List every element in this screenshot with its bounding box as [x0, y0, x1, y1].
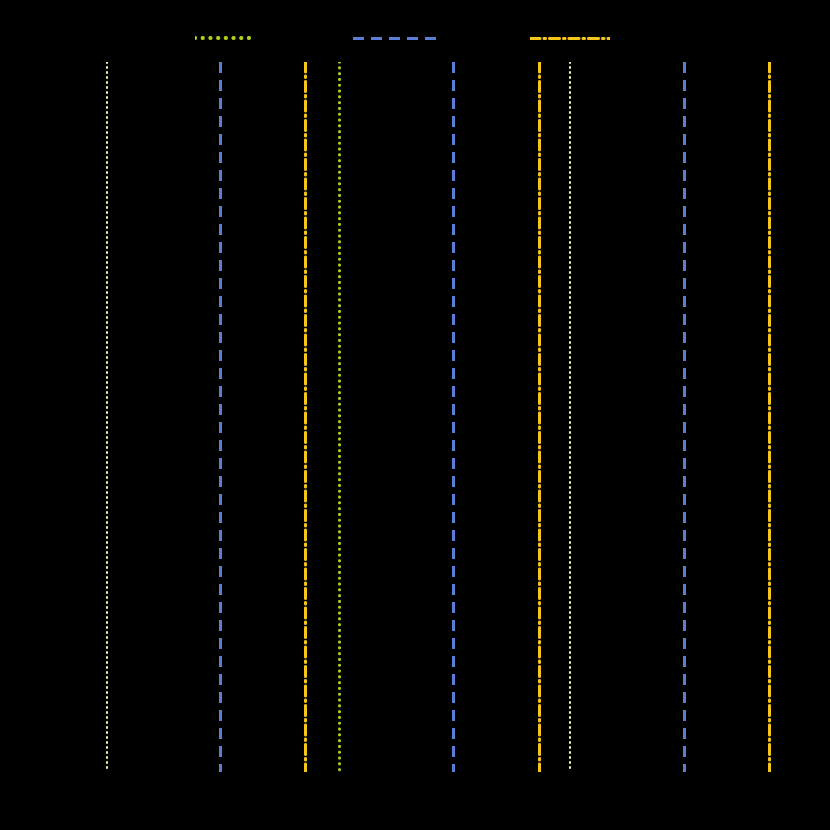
legend-swatch-2	[353, 30, 415, 50]
chart-legend	[0, 0, 830, 62]
legend-swatch-3	[530, 30, 592, 50]
chart-line-9	[766, 62, 769, 772]
chart-line-4	[336, 62, 339, 772]
chart-plot-area	[0, 62, 830, 772]
chart-line-3	[302, 62, 305, 772]
chart-line-7	[567, 62, 570, 772]
chart-line-1	[104, 62, 107, 772]
chart-line-5	[450, 62, 453, 772]
chart-line-2	[217, 62, 220, 772]
legend-swatch-1	[195, 30, 257, 50]
chart-line-6	[536, 62, 539, 772]
chart-line-8	[681, 62, 684, 772]
